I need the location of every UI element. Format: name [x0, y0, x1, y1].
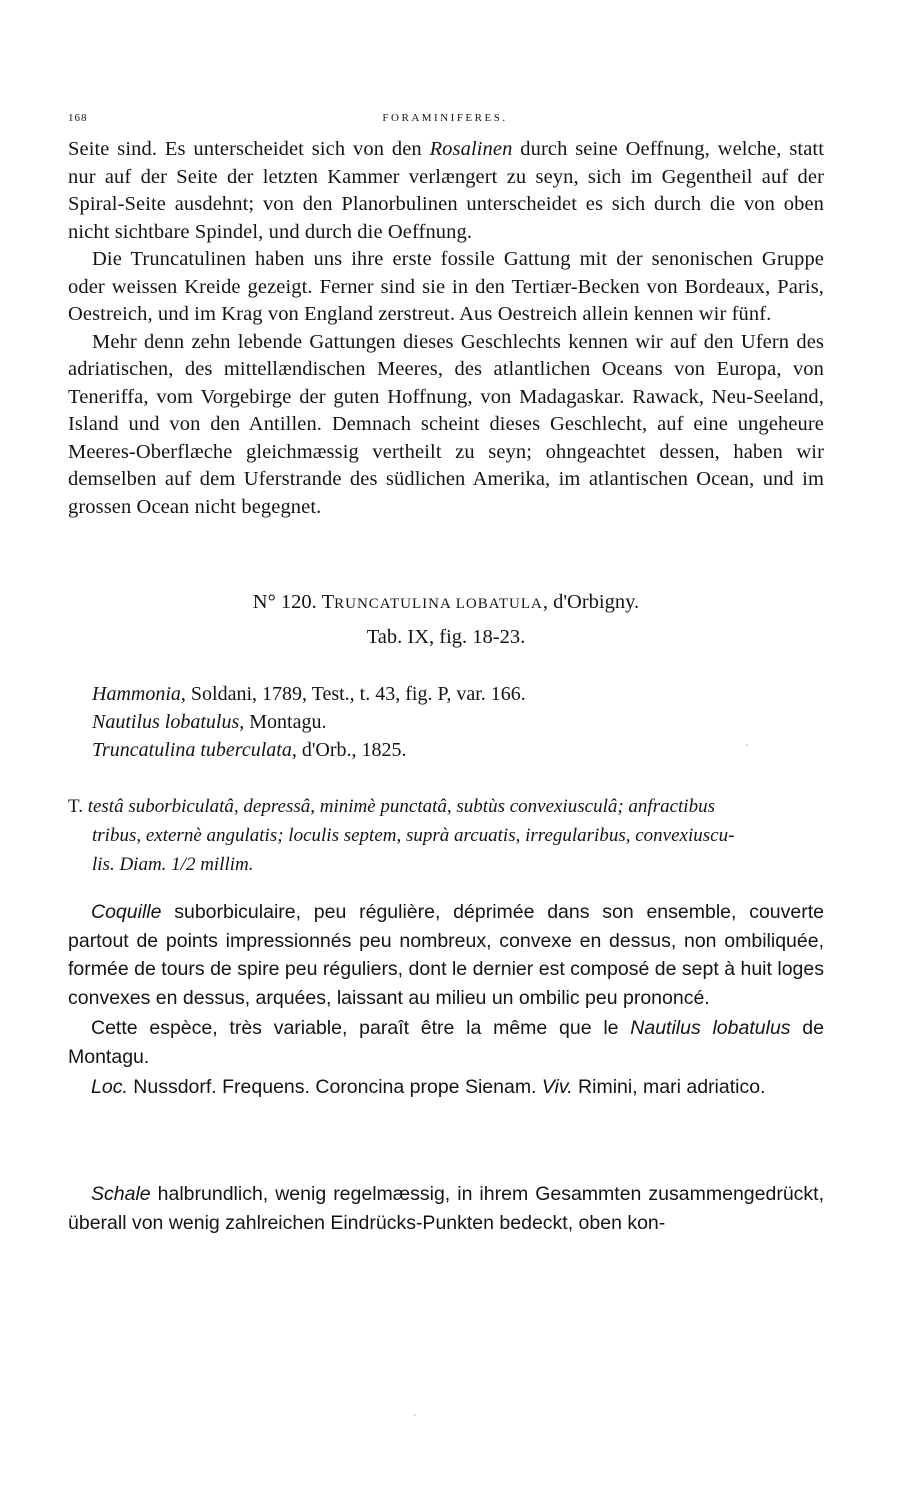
running-head: FORAMINIFERES.: [382, 112, 508, 124]
synonymy-list: [92, 680, 792, 764]
synonym-entry: Hammonia, Soldani, 1789, Test., t. 43, fig. P, var. 166.: [92, 683, 526, 705]
species-name: RUNCATULINA LOBATULA: [334, 596, 543, 612]
page-number: 168: [68, 112, 88, 124]
species-name-initial: T: [321, 591, 335, 613]
paper-speck: [746, 744, 748, 746]
synonym-entry: Truncatulina tuberculata, d'Orb., 1825.: [92, 739, 407, 761]
intro-paragraph-2: Die Truncatulinen haben uns ihre erste fossile Gattung mit der senonischen Gruppe oder weissen Kreide gezeigt. Ferner sind sie in den Tertiær-Becken von Bordeaux, Paris, Oestreich, und im Krag von England zerstreut. Aus Oestreich allein kennen wir fünf.: [68, 248, 824, 325]
species-number: N° 120.: [252, 591, 317, 613]
paper-speck: [414, 1414, 416, 1416]
french-description: [68, 898, 824, 1102]
latin-diagnosis: T. testâ suborbiculatâ, depressâ, minimè punctatâ, subtùs convexiusculâ; anfractibus tribus, externè angulatis; loculis septem, suprà arcuatis, irregularibus, convexiuscu- lis. Diam. 1/2 millim.: [68, 796, 735, 875]
french-paragraph-1: Coquille suborbiculaire, peu régulière, déprimée dans son ensemble, couverte partout de points impressionnés peu nombreux, convexe en dessus, non ombiliquée, formée de tours de spire peu réguliers, dont le dernier est composé de sept à huit loges convexes en dessus, arquées, laissant au milieu un ombilic peu prononcé.: [68, 901, 824, 1009]
species-author: , d'Orbigny.: [542, 591, 640, 613]
rosalinen-italic: Rosalinen: [429, 138, 513, 160]
intro-paragraph-3: Mehr denn zehn lebende Gattungen dieses Geschlechts kennen wir auf den Ufern des adriatischen, des mittellændischen Meeres, des atlantlichen Oceans von Europa, von Teneriffa, vom Vorgebirge der guten Hoffnung, von Madagaskar. Rawack, Neu-Seeland, Island und von den Antillen. Demnach scheint dieses Geschlecht, auf eine ungeheure Meeres-Oberflæche gleichmæssig vertheilt zu seyn; ohngeachtet dessen, haben wir demselben auf dem Uferstrande des südlichen Amerika, im atlantischen Ocean, und im grossen Ocean nicht begegnet.: [68, 330, 824, 518]
species-title: [68, 586, 824, 621]
page-header: [68, 112, 822, 128]
figure-reference: Tab. IX, fig. 18-23.: [366, 626, 526, 648]
french-paragraph-2: Cette espèce, très variable, paraît être la même que le Nautilus lobatulus de Montagu.: [68, 1017, 824, 1068]
german-description: [68, 1180, 824, 1237]
locality-paragraph: Loc. Nussdorf. Frequens. Coroncina prope Sienam. Viv. Rimini, mari adriatico.: [91, 1076, 766, 1098]
species-heading: [68, 586, 824, 654]
german-intro: [68, 136, 824, 521]
synonym-entry: Nautilus lobatulus, Montagu.: [92, 711, 327, 733]
german-description-paragraph: Schale halbrundlich, wenig regelmæssig, in ihrem Gesammten zusammengedrückt, überall von wenig zahlreichen Eindrücks-Punkten bedeckt, oben kon-: [68, 1183, 824, 1234]
intro-paragraph-1: Seite sind. Es unterscheidet sich von den Rosalinen durch seine Oeffnung, welche, statt nur auf der Seite der letzten Kammer verlængert zu seyn, sich im Gegentheil auf der Spiral-Seite ausdehnt; von den Planorbulinen unterscheidet es sich durch die von oben nicht sichtbare Spindel, und durch die Oeffnung.: [68, 138, 824, 243]
